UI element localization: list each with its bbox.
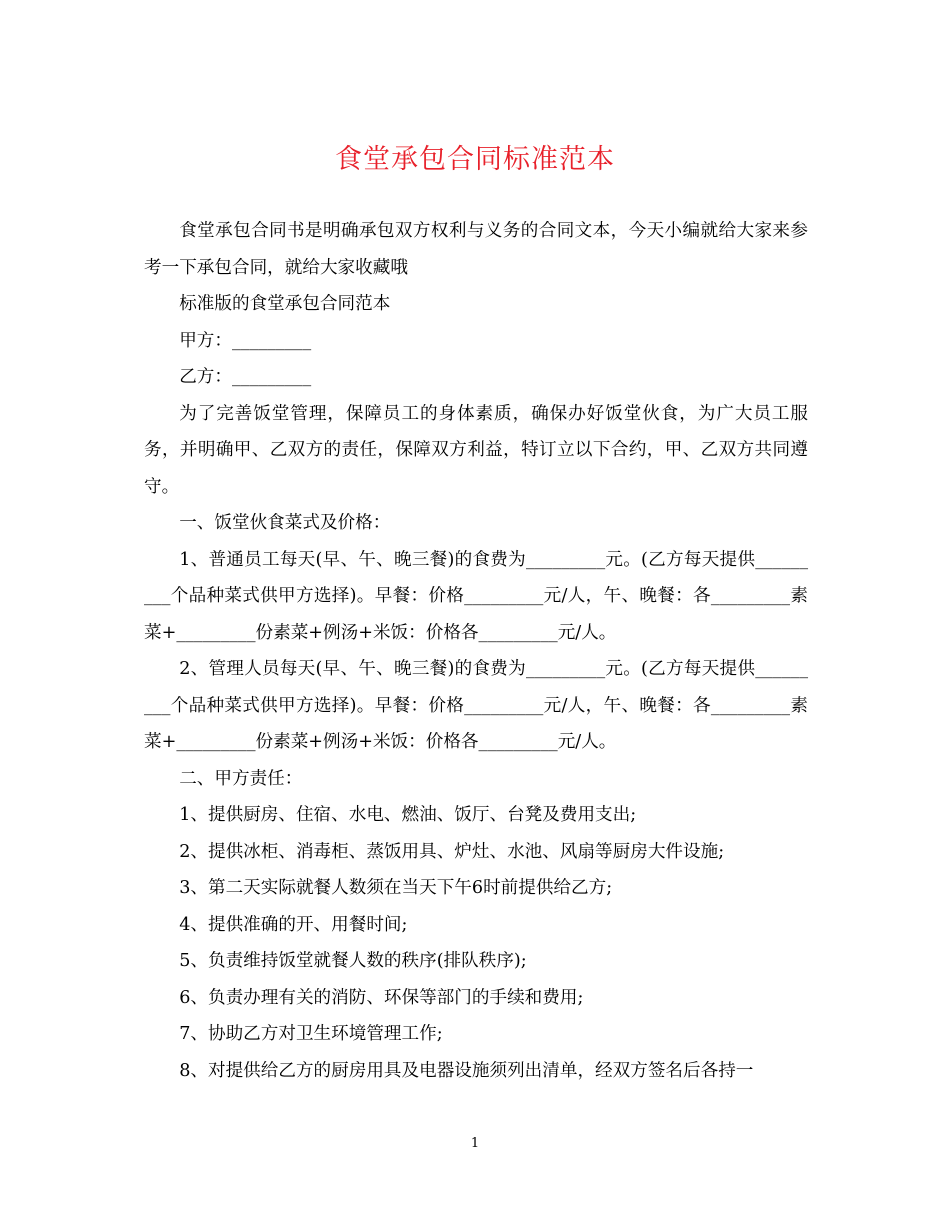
clause-2-8: 8、对提供给乙方的厨房用具及电器设施须列出清单，经双方签名后各持一 — [179, 1060, 754, 1081]
section-heading-2: 二、甲方责任： — [179, 768, 303, 789]
clause-2-2: 2、提供冰柜、消毒柜、蒸饭用具、炉灶、水池、风扇等厨房大件设施; — [179, 841, 725, 862]
section-heading-1: 一、饭堂伙食菜式及价格： — [179, 513, 391, 533]
party-b-line: 乙方：_________ — [179, 367, 312, 387]
party-a-line: 甲方：_________ — [179, 330, 312, 351]
subtitle-paragraph: 标准版的食堂承包合同范本 — [179, 294, 391, 314]
clause-2-6: 6、负责办理有关的消防、环保等部门的手续和费用; — [179, 987, 584, 1008]
clause-2-7: 7、协助乙方对卫生环境管理工作; — [179, 1024, 443, 1044]
clause-1-2: 2、管理人员每天(早、午、晚三餐)的食费为_________元。(乙方每天提供_________个品种菜式供甲方选择)。早餐：价格_________元/人，午、晚餐：各_________素菜+_________份素菜+例汤+米饭：价格各_________元/人。 — [144, 659, 808, 752]
document-body — [144, 213, 808, 1089]
clause-1-1: 1、普通员工每天(早、午、晚三餐)的食费为_________元。(乙方每天提供_________个品种菜式供甲方选择)。早餐：价格_________元/人，午、晚餐：各_________素菜+_________份素菜+例汤+米饭：价格各_________元/人。 — [144, 549, 808, 643]
clause-2-1: 1、提供厨房、住宿、水电、燃油、饭厅、台凳及费用支出; — [179, 805, 637, 825]
clause-2-5: 5、负责维持饭堂就餐人数的秩序(排队秩序); — [179, 951, 527, 971]
preamble-paragraph: 为了完善饭堂管理，保障员工的身体素质，确保办好饭堂伙食，为广大员工服务，并明确甲、乙双方的责任，保障双方利益，特订立以下合约，甲、乙双方共同遵守。 — [144, 403, 808, 497]
page-number: 1 — [470, 1136, 480, 1151]
document-title: 食堂承包合同标准范本 — [335, 144, 615, 175]
intro-paragraph: 食堂承包合同书是明确承包双方权利与义务的合同文本，今天小编就给大家来参考一下承包合同，就给大家收藏哦 — [144, 221, 808, 278]
clause-2-3: 3、第二天实际就餐人数须在当天下午6时前提供给乙方; — [179, 878, 613, 898]
clause-2-4: 4、提供准确的开、用餐时间; — [179, 914, 408, 935]
